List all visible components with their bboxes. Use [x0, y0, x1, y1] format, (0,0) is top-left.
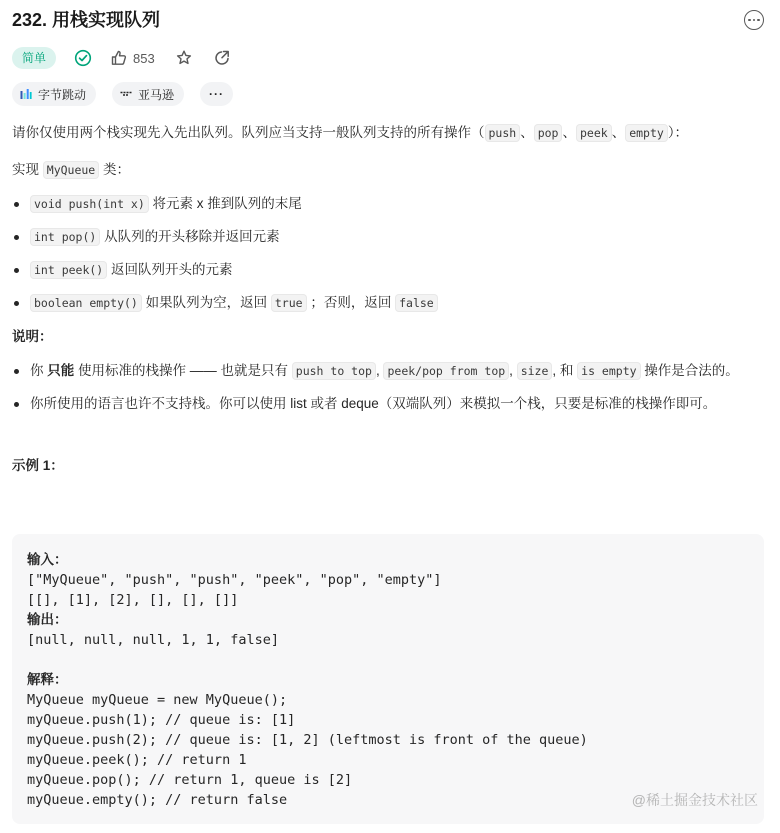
method-list	[12, 193, 772, 314]
company-tags	[12, 82, 249, 106]
class-name-code: MyQueue	[43, 161, 99, 179]
notes-list	[12, 360, 772, 415]
intro-paragraph	[12, 122, 772, 144]
true-code: true	[271, 294, 307, 312]
input-line: [[], [1], [2], [], [], []]	[27, 592, 239, 608]
problem-title: 232. 用栈实现队列	[12, 10, 161, 30]
note-text: 你	[30, 363, 48, 378]
difficulty-badge[interactable]: 简单	[12, 47, 56, 69]
separator: 、	[611, 125, 626, 140]
tag-amazon[interactable]	[112, 82, 184, 106]
method-desc: 如果队列为空，返回	[141, 295, 271, 310]
note-text: 你所使用的语言也许不支持栈。你可以使用 list 或者 deque（双端队列）来模拟一个栈，只要是标准的栈操作即可。	[30, 396, 717, 411]
input-label: 输入：	[27, 552, 68, 567]
intro-text: 请你仅使用两个栈实现先入先出队列。队列应当支持一般队列支持的所有操作（	[12, 125, 485, 140]
tag-bytedance[interactable]	[12, 82, 96, 106]
list-item	[12, 292, 772, 314]
output-label: 输出：	[27, 612, 68, 627]
thumbs-up-icon	[110, 49, 128, 67]
like-button[interactable]	[110, 49, 155, 67]
explain-line: myQueue.push(2); // queue is: [1, 2] (leftmost is front of the queue)	[27, 732, 588, 748]
share-icon[interactable]	[211, 47, 233, 69]
method-desc: ；否则，返回	[306, 295, 396, 310]
solved-check-icon[interactable]	[72, 47, 94, 69]
spacer	[27, 650, 748, 670]
op-code: peek/pop from top	[383, 362, 509, 380]
false-code: false	[395, 294, 438, 312]
op-code: pop	[534, 124, 563, 142]
problem-header	[12, 8, 768, 32]
explain-line: myQueue.peek(); // return 1	[27, 752, 247, 768]
explain-line: myQueue.empty(); // return false	[27, 792, 288, 808]
method-code: int pop()	[30, 228, 100, 246]
method-desc: 从队列的开头移除并返回元素	[100, 229, 280, 244]
list-item	[12, 259, 772, 281]
explain-line: myQueue.pop(); // return 1, queue is [2]	[27, 772, 353, 788]
example-block	[12, 534, 764, 824]
method-code: int peek()	[30, 261, 107, 279]
op-code: empty	[625, 124, 668, 142]
tag-label: 亚马逊	[138, 87, 175, 102]
method-desc: 将元素 x 推到队列的末尾	[148, 196, 302, 211]
list-item	[12, 393, 772, 415]
notes-title: 说明：	[12, 329, 53, 344]
problem-meta	[12, 46, 249, 70]
amazon-icon	[120, 91, 132, 97]
explain-label: 解释：	[27, 672, 68, 687]
op-code: push	[485, 124, 521, 142]
note-text: 使用标准的栈操作 —— 也就是只有	[74, 363, 292, 378]
output-line: [null, null, null, 1, 1, false]	[27, 632, 279, 648]
bytedance-icon	[20, 88, 32, 100]
more-tags-button[interactable]: ···	[200, 82, 233, 106]
explain-line: myQueue.push(1); // queue is: [1]	[27, 712, 296, 728]
tag-label: 字节跳动	[38, 87, 87, 102]
op-code: peek	[576, 124, 612, 142]
like-count: 853	[133, 50, 155, 66]
separator: 、	[562, 125, 576, 140]
method-code: boolean empty()	[30, 294, 142, 312]
more-options-icon[interactable]	[744, 10, 764, 30]
intro-end: ）：	[667, 125, 689, 140]
input-line: ["MyQueue", "push", "push", "peek", "pop", "empty"]	[27, 572, 442, 588]
example-title: 示例 1：	[12, 458, 64, 473]
impl-prefix: 实现	[12, 162, 43, 177]
star-icon[interactable]	[173, 47, 195, 69]
op-code: is empty	[577, 362, 640, 380]
note-text: , 和	[552, 363, 578, 378]
list-item: 你 只能 使用标准的栈操作 —— 也就是只有 push to top , peek/pop from top , size , 和 is empty 操作是合法的。	[12, 360, 742, 382]
note-text: 操作是合法的。	[640, 363, 739, 378]
watermark: @稀土掘金技术社区	[631, 792, 758, 808]
op-code: push to top	[292, 362, 376, 380]
method-code: void push(int x)	[30, 195, 149, 213]
method-desc: 返回队列开头的元素	[107, 262, 233, 277]
explain-line: MyQueue myQueue = new MyQueue();	[27, 692, 288, 708]
note-emphasis: 只能	[47, 363, 75, 378]
separator: 、	[520, 125, 534, 140]
problem-description	[12, 122, 772, 477]
op-code: size	[517, 362, 553, 380]
list-item	[12, 193, 772, 215]
list-item	[12, 226, 772, 248]
implement-paragraph	[12, 159, 772, 181]
impl-suffix: 类：	[99, 162, 130, 177]
